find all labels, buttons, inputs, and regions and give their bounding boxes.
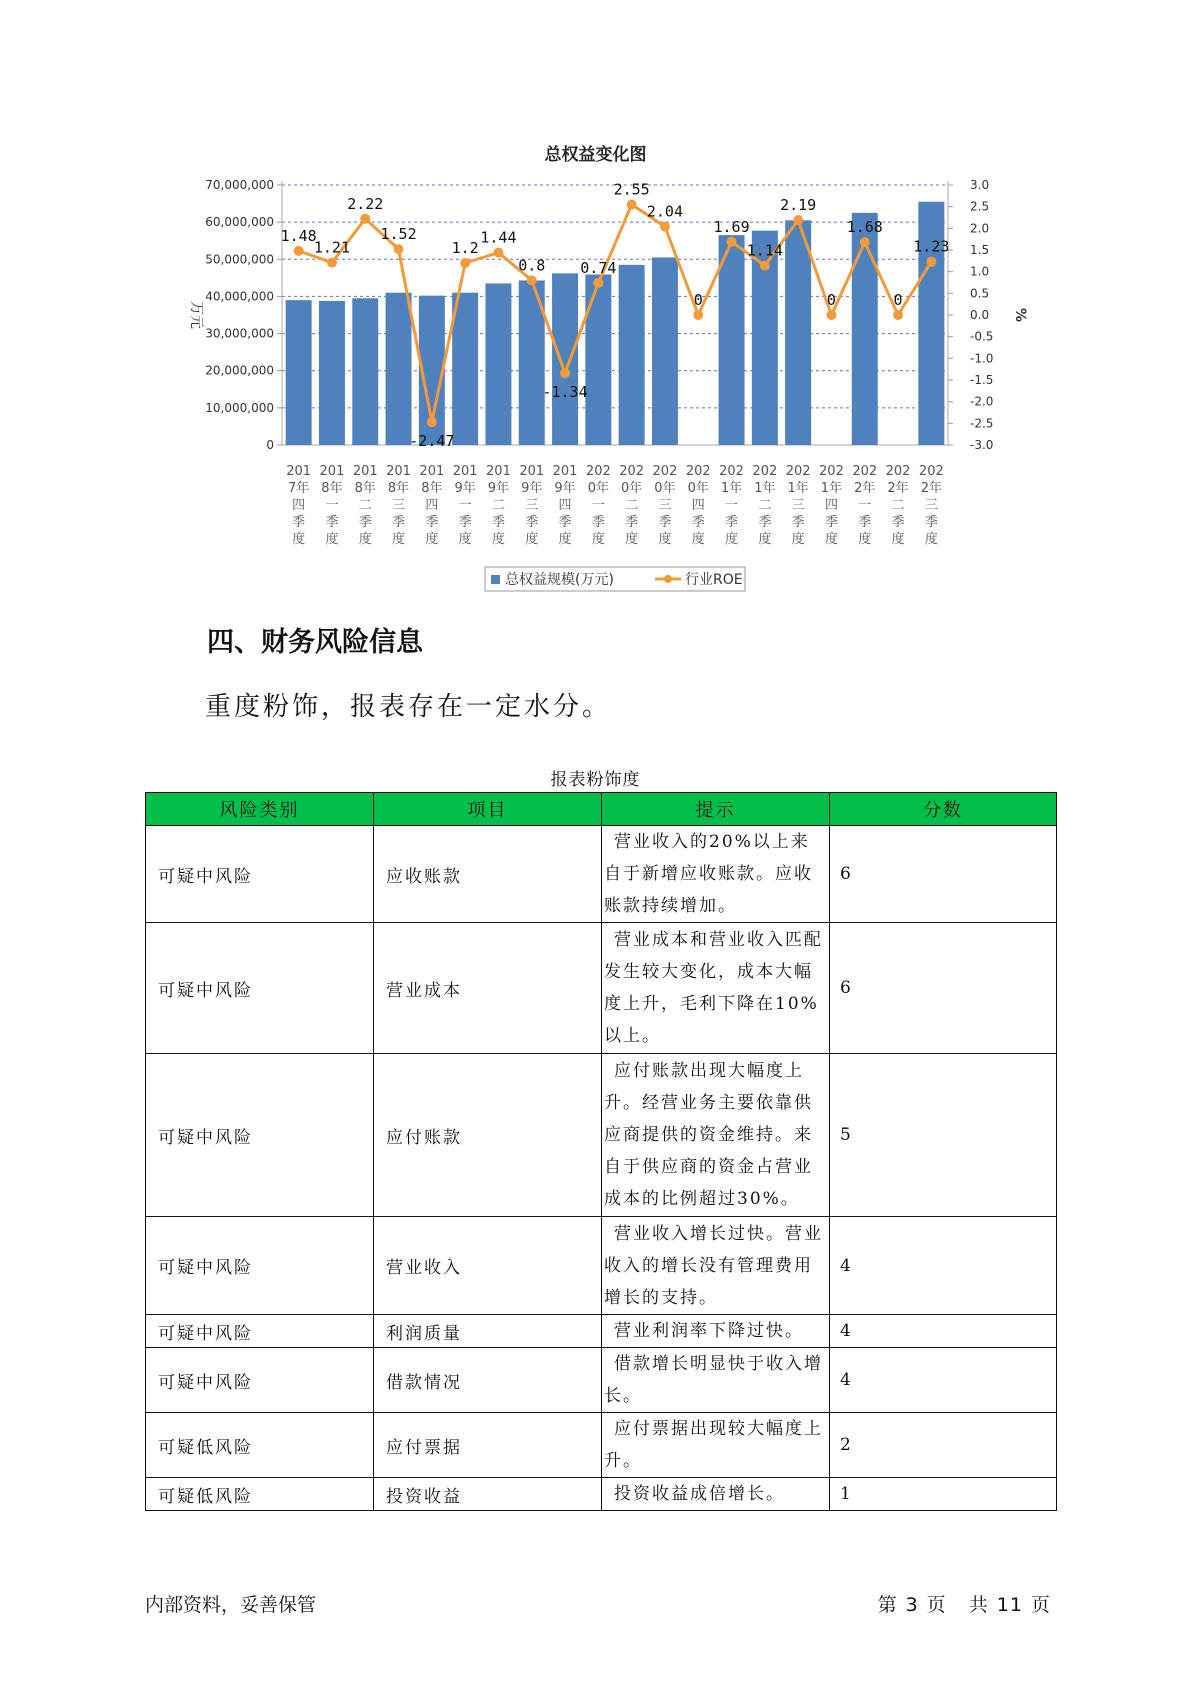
- x-tick-label: 202 1年三季度: [785, 464, 811, 547]
- table-caption: 报表粉饰度: [550, 770, 641, 790]
- legend-line-label: 行业ROE: [685, 572, 743, 588]
- x-tick-label: 202 0年一季度: [585, 464, 611, 547]
- roe-point: [760, 261, 770, 271]
- cell-item: 利润质量: [374, 1315, 602, 1348]
- roe-data-label: 0.8: [518, 256, 546, 275]
- total-pages: 11: [996, 1594, 1023, 1616]
- y2-tick-label: 2.0: [970, 221, 990, 236]
- page-unit: 页: [926, 1594, 947, 1616]
- cell-category: 可疑中风险: [146, 1217, 374, 1315]
- roe-point: [860, 237, 870, 247]
- y-axis-label: 万元: [188, 301, 204, 329]
- total-label: 共: [968, 1594, 989, 1616]
- roe-data-label: 1.52: [380, 225, 417, 244]
- table-row: [146, 1054, 1057, 1217]
- x-tick-label: 202 0年四季度: [685, 464, 711, 547]
- roe-data-label: 1.23: [913, 237, 950, 256]
- cell-score: 6: [830, 826, 1057, 923]
- roe-data-label: 2.22: [347, 194, 384, 213]
- roe-point: [627, 200, 637, 210]
- legend-bar-label: 总权益规模(万元): [505, 572, 614, 588]
- cell-item: 营业成本: [374, 923, 602, 1054]
- cell-score: 1: [830, 1478, 1057, 1511]
- roe-data-label: 1.48: [280, 226, 317, 245]
- y-tick-label: 20,000,000: [205, 363, 274, 378]
- roe-data-label: 0: [893, 291, 903, 309]
- roe-point: [360, 214, 370, 224]
- y2-axis-label: %: [1012, 307, 1028, 323]
- x-tick-label: 202 1年四季度: [819, 464, 844, 547]
- y-tick-label: 40,000,000: [205, 289, 274, 304]
- cell-hint: 营业收入的20%以上来自于新增应收账款。应收账款持续增加。: [602, 826, 830, 923]
- cell-hint: 借款增长明显快于收入增长。: [602, 1348, 830, 1413]
- chart-title: 总权益变化图: [544, 145, 647, 165]
- table-row: [146, 923, 1057, 1054]
- roe-point: [926, 257, 936, 267]
- y2-tick-label: -0.5: [970, 329, 994, 344]
- y2-tick-label: -2.5: [970, 416, 994, 431]
- roe-data-label: 2.19: [780, 196, 817, 215]
- cell-item: 借款情况: [374, 1348, 602, 1413]
- bar: [585, 275, 611, 445]
- total-unit: 页: [1030, 1594, 1051, 1616]
- cell-category: 可疑中风险: [146, 923, 374, 1054]
- cell-item: 投资收益: [374, 1478, 602, 1511]
- cell-category: 可疑中风险: [146, 1315, 374, 1348]
- bar: [785, 220, 811, 445]
- x-tick-label: 201 8年一季度: [319, 464, 345, 547]
- roe-data-label: -1.34: [542, 383, 588, 402]
- bar: [286, 300, 312, 445]
- y2-tick-label: 0.5: [970, 286, 990, 301]
- y-tick-label: 50,000,000: [205, 252, 274, 267]
- cell-item: 应付票据: [374, 1413, 602, 1478]
- bar: [452, 293, 478, 445]
- y2-tick-label: 0.0: [970, 308, 990, 322]
- y-tick-label: 70,000,000: [205, 178, 274, 192]
- page-number: 3: [905, 1594, 919, 1616]
- table-row: [146, 1315, 1057, 1348]
- cell-item: 应收账款: [374, 826, 602, 923]
- bar: [719, 235, 745, 445]
- bar: [619, 265, 645, 445]
- roe-point: [560, 368, 570, 378]
- roe-point: [493, 248, 503, 258]
- x-tick-label: 201 8年三季度: [386, 464, 411, 547]
- table-row: [146, 826, 1057, 923]
- x-tick-label: 202 0年三季度: [652, 464, 678, 547]
- confidential-note: 内部资料，妥善保管: [145, 1594, 317, 1616]
- roe-point: [294, 246, 304, 256]
- cell-hint: 营业成本和营业收入匹配发生较大变化，成本大幅度上升，毛利下降在10%以上。: [602, 923, 830, 1054]
- bar: [552, 273, 578, 445]
- bar: [386, 293, 412, 445]
- roe-point: [727, 237, 737, 247]
- bar: [319, 301, 345, 445]
- table-row: [146, 1348, 1057, 1413]
- x-tick-label: 202 2年三季度: [918, 464, 944, 547]
- legend-bar-swatch: [491, 575, 500, 584]
- y2-tick-label: 2.5: [970, 199, 990, 214]
- risk-summary: 重度粉饰，报表存在一定水分。: [205, 692, 612, 722]
- cell-hint: 应付账款出现大幅度上升。经营业务主要依靠供应商提供的资金维持。来自于供应商的资金占营业成本的比例超过30%。: [602, 1054, 830, 1217]
- x-tick-label: 201 9年三季度: [519, 464, 545, 547]
- x-tick-label: 201 9年四季度: [552, 464, 578, 547]
- table-header-row: [146, 793, 1057, 826]
- header-item: 项目: [374, 793, 602, 826]
- roe-point: [327, 258, 337, 268]
- roe-data-label: 0.74: [580, 258, 617, 277]
- cell-score: 4: [830, 1348, 1057, 1413]
- table-row: [146, 1478, 1057, 1511]
- header-category: 风险类别: [146, 793, 374, 826]
- roe-data-label: 2.04: [646, 202, 684, 221]
- roe-data-label: 1.44: [480, 228, 517, 247]
- bar: [352, 298, 378, 445]
- roe-point: [826, 310, 836, 320]
- x-tick-label: 202 2年一季度: [852, 464, 878, 547]
- section-heading: 四、财务风险信息: [207, 627, 423, 658]
- bar: [852, 213, 878, 445]
- x-tick-label: 201 8年四季度: [419, 464, 445, 547]
- roe-data-label: 1.69: [713, 217, 750, 236]
- roe-point: [394, 244, 404, 254]
- y2-tick-label: -1.5: [970, 373, 994, 387]
- y2-tick-label: -3.0: [970, 438, 994, 452]
- x-tick-label: 201 9年二季度: [486, 464, 511, 547]
- bar: [485, 283, 511, 445]
- x-tick-label: 202 0年二季度: [619, 464, 645, 547]
- roe-data-label: 1.14: [746, 241, 783, 260]
- y2-tick-label: 1.5: [970, 243, 990, 257]
- header-score: 分数: [830, 793, 1057, 826]
- cell-item: 应付账款: [374, 1054, 602, 1217]
- cell-category: 可疑低风险: [146, 1413, 374, 1478]
- header-hint: 提示: [602, 793, 830, 826]
- table-row: [146, 1217, 1057, 1315]
- roe-point: [527, 275, 537, 285]
- roe-point: [893, 310, 903, 320]
- cell-hint: 应付票据出现较大幅度上升。: [602, 1413, 830, 1478]
- cell-score: 5: [830, 1054, 1057, 1217]
- roe-point: [693, 310, 703, 320]
- legend-line-marker: [664, 575, 672, 583]
- roe-data-label: 1.2: [451, 239, 479, 257]
- x-tick-label: 202 2年二季度: [885, 464, 911, 547]
- cell-category: 可疑中风险: [146, 1054, 374, 1217]
- y-tick-label: 30,000,000: [205, 326, 274, 341]
- y2-tick-label: 3.0: [970, 178, 990, 192]
- roe-data-label: 1.68: [846, 218, 883, 237]
- x-tick-label: 201 9年一季度: [452, 464, 478, 547]
- risk-table: [145, 792, 1057, 1511]
- x-tick-label: 201 7年四季度: [286, 464, 312, 547]
- roe-data-label: -2.47: [409, 432, 455, 451]
- y-tick-label: 0: [266, 438, 274, 452]
- cell-category: 可疑低风险: [146, 1478, 374, 1511]
- page-label: 第: [877, 1594, 898, 1616]
- roe-data-label: 0: [693, 291, 703, 309]
- cell-score: 6: [830, 923, 1057, 1054]
- roe-point: [660, 222, 670, 232]
- y2-tick-label: 1.0: [970, 264, 990, 279]
- roe-data-label: 0: [826, 291, 836, 309]
- cell-score: 4: [830, 1217, 1057, 1315]
- cell-item: 营业收入: [374, 1217, 602, 1315]
- page-indicator: [874, 1590, 1055, 1617]
- roe-data-label: 2.55: [613, 180, 650, 199]
- x-tick-label: 201 8年二季度: [352, 464, 378, 547]
- x-tick-label: 202 1年一季度: [719, 464, 744, 547]
- cell-category: 可疑中风险: [146, 1348, 374, 1413]
- cell-hint: 营业收入增长过快。营业收入的增长没有管理费用增长的支持。: [602, 1217, 830, 1315]
- roe-point: [793, 215, 803, 225]
- roe-point: [460, 258, 470, 268]
- y-tick-label: 10,000,000: [205, 400, 274, 415]
- cell-score: 2: [830, 1413, 1057, 1478]
- roe-point: [593, 278, 603, 288]
- cell-score: 4: [830, 1315, 1057, 1348]
- x-tick-label: 202 1年二季度: [752, 464, 778, 547]
- y2-tick-label: -2.0: [970, 394, 994, 409]
- cell-hint: 营业利润率下降过快。: [602, 1315, 830, 1348]
- table-row: [146, 1413, 1057, 1478]
- cell-hint: 投资收益成倍增长。: [602, 1478, 830, 1511]
- roe-point: [427, 417, 437, 427]
- roe-data-label: 1.21: [313, 238, 351, 257]
- y2-tick-label: -1.0: [970, 351, 994, 366]
- y-tick-label: 60,000,000: [205, 215, 274, 230]
- bar: [652, 257, 678, 445]
- equity-chart: [0, 165, 1191, 595]
- cell-category: 可疑中风险: [146, 826, 374, 923]
